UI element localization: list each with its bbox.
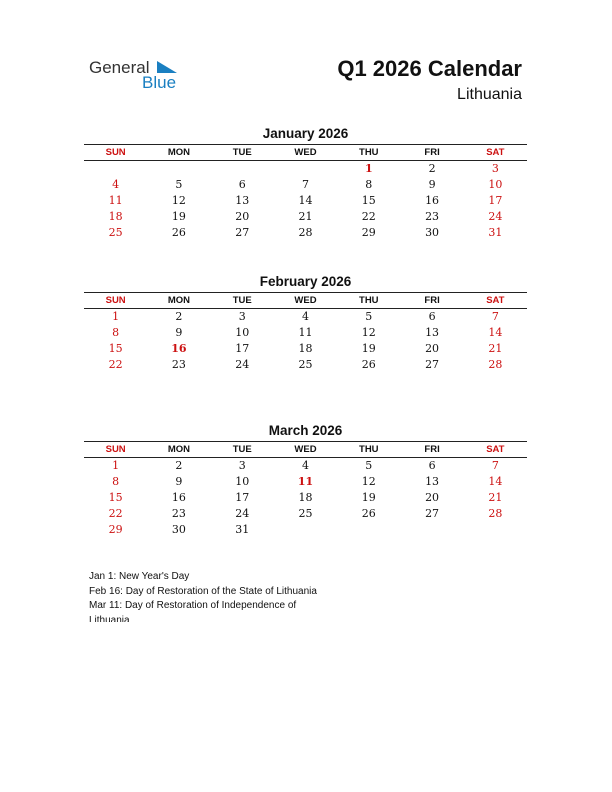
weekday-label: WED — [294, 147, 317, 158]
day-cell: 18 — [298, 491, 313, 504]
week-row — [84, 325, 527, 341]
day-cell: 16 — [171, 342, 187, 355]
day-cell: 5 — [365, 459, 373, 472]
holiday-notes — [89, 570, 389, 622]
day-cell: 27 — [425, 507, 440, 520]
day-cell: 24 — [488, 210, 503, 223]
day-cell: 11 — [297, 475, 314, 488]
day-cell: 9 — [175, 475, 183, 488]
day-cell: 6 — [238, 178, 246, 191]
page-subtitle: Lithuania — [457, 86, 522, 103]
weekday-label: SUN — [105, 295, 126, 306]
month-march — [84, 422, 527, 538]
day-cell: 24 — [235, 507, 250, 520]
day-cell: 18 — [298, 342, 313, 355]
day-cell: 7 — [491, 459, 499, 472]
day-cell: 25 — [108, 226, 123, 239]
week-row — [84, 225, 527, 241]
day-cell: 27 — [425, 358, 440, 371]
day-cell: 3 — [238, 459, 246, 472]
day-cell: 17 — [235, 491, 250, 504]
day-cell: 26 — [361, 507, 376, 520]
day-cell — [147, 161, 210, 177]
day-cell: 16 — [171, 491, 186, 504]
day-cell: 16 — [425, 194, 440, 207]
day-cell: 30 — [171, 523, 186, 536]
day-cell: 13 — [235, 194, 250, 207]
weekday-label: WED — [294, 444, 317, 455]
month-title: March 2026 — [268, 423, 343, 438]
day-cell: 27 — [235, 226, 250, 239]
day-cell: 22 — [108, 507, 123, 520]
day-cell: 28 — [488, 507, 503, 520]
holiday-note: Feb 16: Day of Restoration of the State of Lithuania — [89, 585, 317, 597]
day-cell: 5 — [365, 310, 373, 323]
day-cell: 30 — [425, 226, 440, 239]
brand-logo — [89, 58, 189, 94]
day-cell: 26 — [361, 358, 376, 371]
week-row — [84, 490, 527, 506]
week-row — [84, 209, 527, 225]
day-cell: 13 — [425, 326, 440, 339]
day-cell: 1 — [112, 310, 120, 323]
day-cell: 3 — [491, 162, 499, 175]
day-cell: 26 — [171, 226, 186, 239]
day-cell: 10 — [235, 326, 250, 339]
week-row — [84, 474, 527, 490]
holiday-note: Mar 11: Day of Restoration of Independence of — [89, 600, 297, 611]
weekday-label: MON — [167, 147, 190, 158]
day-cell: 19 — [361, 491, 376, 504]
day-cell: 4 — [301, 459, 309, 472]
day-cell: 15 — [108, 342, 123, 355]
holiday-note: Jan 1: New Year's Day — [89, 571, 190, 582]
weekday-label: THU — [359, 147, 379, 158]
day-cell: 19 — [361, 342, 376, 355]
day-cell: 14 — [488, 326, 503, 339]
day-cell: 22 — [108, 358, 123, 371]
week-row — [84, 341, 527, 357]
day-cell: 21 — [298, 210, 313, 223]
day-cell: 31 — [235, 523, 250, 536]
day-cell: 29 — [108, 523, 123, 536]
weekday-header — [84, 292, 527, 309]
day-cell: 9 — [175, 326, 183, 339]
day-cell: 24 — [235, 358, 250, 371]
day-cell: 28 — [488, 358, 503, 371]
day-cell: 8 — [112, 326, 120, 339]
week-row — [84, 177, 527, 193]
week-row — [84, 193, 527, 209]
day-cell: 2 — [175, 459, 183, 472]
weekday-label: FRI — [424, 147, 440, 158]
weekday-label: SUN — [105, 444, 126, 455]
week-row — [84, 522, 527, 538]
day-cell: 2 — [175, 310, 183, 323]
weekday-label: FRI — [424, 295, 440, 306]
day-cell: 12 — [361, 475, 376, 488]
brand-name-blue: Blue — [142, 73, 177, 92]
weekday-label: WED — [294, 295, 317, 306]
day-cell: 19 — [171, 210, 186, 223]
day-cell: 17 — [235, 342, 250, 355]
day-cell: 20 — [425, 342, 440, 355]
day-cell — [274, 522, 337, 538]
day-cell: 6 — [428, 310, 436, 323]
day-cell: 9 — [428, 178, 436, 191]
day-cell: 5 — [175, 178, 183, 191]
day-cell — [211, 161, 274, 177]
day-cell — [464, 522, 527, 538]
month-february — [84, 273, 527, 373]
day-cell: 21 — [488, 342, 503, 355]
weekday-label: TUE — [232, 147, 252, 158]
holiday-note: Lithuania — [89, 614, 130, 622]
day-cell: 21 — [488, 491, 503, 504]
weekday-label: THU — [359, 295, 379, 306]
day-cell: 14 — [488, 475, 503, 488]
weekday-header — [84, 441, 527, 458]
day-cell: 23 — [171, 358, 186, 371]
weekday-label: SAT — [486, 295, 505, 306]
day-cell: 10 — [488, 178, 503, 191]
day-cell: 23 — [425, 210, 440, 223]
day-cell: 13 — [425, 475, 440, 488]
day-cell: 3 — [238, 310, 246, 323]
day-cell: 29 — [361, 226, 376, 239]
day-cell: 6 — [428, 459, 436, 472]
day-cell: 10 — [235, 475, 250, 488]
day-cell: 1 — [112, 459, 120, 472]
month-january — [84, 125, 527, 241]
day-cell: 8 — [112, 475, 120, 488]
day-cell: 28 — [298, 226, 313, 239]
day-cell: 17 — [488, 194, 503, 207]
day-cell — [274, 161, 337, 177]
brand-name-general: General — [89, 58, 150, 77]
day-cell: 12 — [171, 194, 186, 207]
brand-triangle-icon — [157, 61, 177, 73]
weekday-label: TUE — [232, 444, 252, 455]
day-cell — [337, 522, 400, 538]
weekday-label: SAT — [486, 147, 505, 158]
weekday-label: SUN — [105, 147, 126, 158]
day-cell: 11 — [298, 326, 313, 339]
month-title: January 2026 — [262, 126, 349, 141]
day-cell: 1 — [364, 162, 373, 175]
day-cell: 20 — [235, 210, 250, 223]
day-cell: 4 — [112, 178, 120, 191]
day-cell — [400, 522, 463, 538]
day-cell: 20 — [425, 491, 440, 504]
weekday-label: MON — [167, 295, 190, 306]
day-cell: 4 — [301, 310, 309, 323]
day-cell: 7 — [301, 178, 309, 191]
day-cell: 25 — [298, 358, 313, 371]
day-cell: 11 — [108, 194, 123, 207]
day-cell — [84, 161, 147, 177]
weekday-header — [84, 144, 527, 161]
day-cell: 15 — [361, 194, 376, 207]
day-cell: 31 — [488, 226, 503, 239]
day-cell: 12 — [361, 326, 376, 339]
page-title: Q1 2026 Calendar — [337, 56, 522, 81]
week-row — [84, 309, 527, 325]
week-row — [84, 161, 527, 177]
week-row — [84, 357, 527, 373]
day-cell: 8 — [365, 178, 373, 191]
month-title: February 2026 — [259, 274, 352, 289]
day-cell: 14 — [298, 194, 313, 207]
day-cell: 23 — [171, 507, 186, 520]
weekday-label: FRI — [424, 444, 440, 455]
week-row — [84, 506, 527, 522]
day-cell: 25 — [298, 507, 313, 520]
day-cell: 15 — [108, 491, 123, 504]
week-row — [84, 458, 527, 474]
weekday-label: MON — [167, 444, 190, 455]
weekday-label: THU — [359, 444, 379, 455]
day-cell: 22 — [361, 210, 376, 223]
day-cell: 2 — [428, 162, 436, 175]
weekday-label: SAT — [486, 444, 505, 455]
weekday-label: TUE — [232, 295, 252, 306]
day-cell: 7 — [491, 310, 499, 323]
day-cell: 18 — [108, 210, 123, 223]
